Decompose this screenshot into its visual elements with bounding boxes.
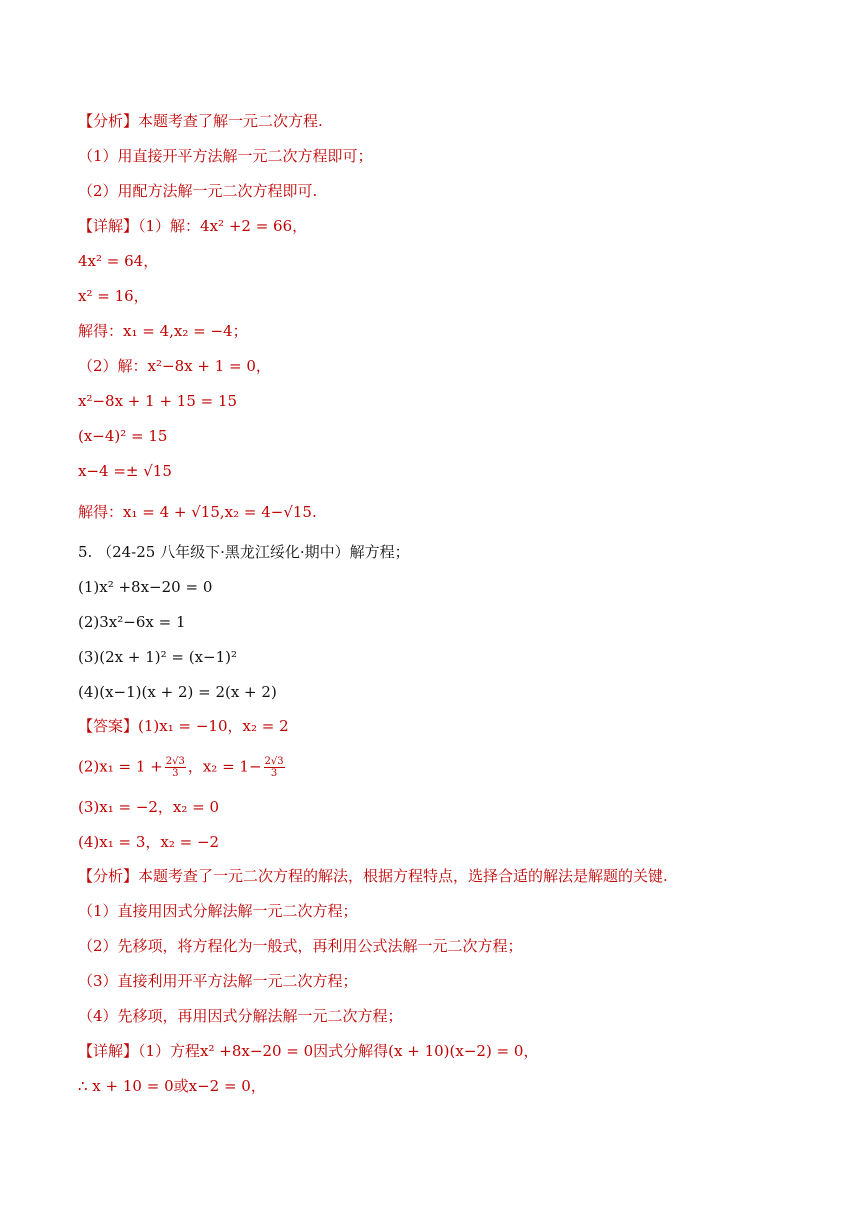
- analysis-step: （2）用配方法解一元二次方程即可.: [78, 182, 318, 200]
- answer-line: (2)x₁ = 1 + $\frac{2√3}{3}$ ，x₂ = 1− $\frac{2√3}{3}$: [78, 756, 284, 779]
- solution-step: (x−4)² = 15: [78, 427, 168, 445]
- solution-step: x−4 =± √15: [78, 462, 172, 480]
- analysis-step: （4）先移项，再用因式分解法解一元二次方程；: [78, 1007, 403, 1025]
- question-item: (4)(x−1)(x + 2) = 2(x + 2): [78, 683, 277, 701]
- question-item: (1)x² +8x−20 = 0: [78, 578, 213, 596]
- fraction: $\frac{2√3}{3}$: [165, 756, 185, 779]
- solution-result: 解得：x₁ = 4 + √15,x₂ = 4−√15.: [78, 503, 317, 521]
- solution-step: x² = 16，: [78, 287, 149, 305]
- solution-step: x²−8x + 1 + 15 = 15: [78, 392, 238, 410]
- fraction: $\frac{2√3}{3}$: [264, 756, 284, 779]
- solution-step: 4x² = 64，: [78, 252, 159, 270]
- answer-line: 【答案】(1)x₁ = −10，x₂ = 2: [78, 717, 289, 735]
- solution-step: 解得：x₁ = 4,x₂ = −4；: [78, 322, 248, 340]
- question-number: 5.: [78, 543, 93, 561]
- answer-line: (4)x₁ = 3，x₂ = −2: [78, 833, 220, 851]
- question-source: （24-25 八年级下·黑龙江绥化·期中）: [97, 543, 350, 561]
- detail-line: 【详解】（1）解：4x² +2 = 66，: [78, 217, 308, 235]
- question-item: (2)3x²−6x = 1: [78, 613, 186, 631]
- solution-step: （2）解：x²−8x + 1 = 0，: [78, 357, 271, 375]
- question-item: (3)(2x + 1)² = (x−1)²: [78, 648, 238, 666]
- analysis-step: （1）直接用因式分解法解一元二次方程；: [78, 902, 358, 920]
- detail-line: 【详解】（1）方程x² +8x−20 = 0因式分解得(x + 10)(x−2) = 0，: [78, 1042, 539, 1060]
- question-header: [78, 542, 410, 562]
- question-prompt: 解方程；: [349, 543, 410, 561]
- analysis-line: 【分析】本题考查了解一元二次方程.: [78, 112, 323, 130]
- analysis-step: （2）先移项，将方程化为一般式，再利用公式法解一元二次方程；: [78, 937, 523, 955]
- answer-line: (3)x₁ = −2，x₂ = 0: [78, 798, 220, 816]
- analysis-step: （1）用直接开平方法解一元二次方程即可；: [78, 147, 373, 165]
- analysis-step: （3）直接利用开平方法解一元二次方程；: [78, 972, 358, 990]
- analysis-line: 【分析】本题考查了一元二次方程的解法，根据方程特点，选择合适的解法是解题的关键.: [78, 867, 668, 885]
- solution-step: ∴ x + 10 = 0或x−2 = 0，: [78, 1077, 266, 1095]
